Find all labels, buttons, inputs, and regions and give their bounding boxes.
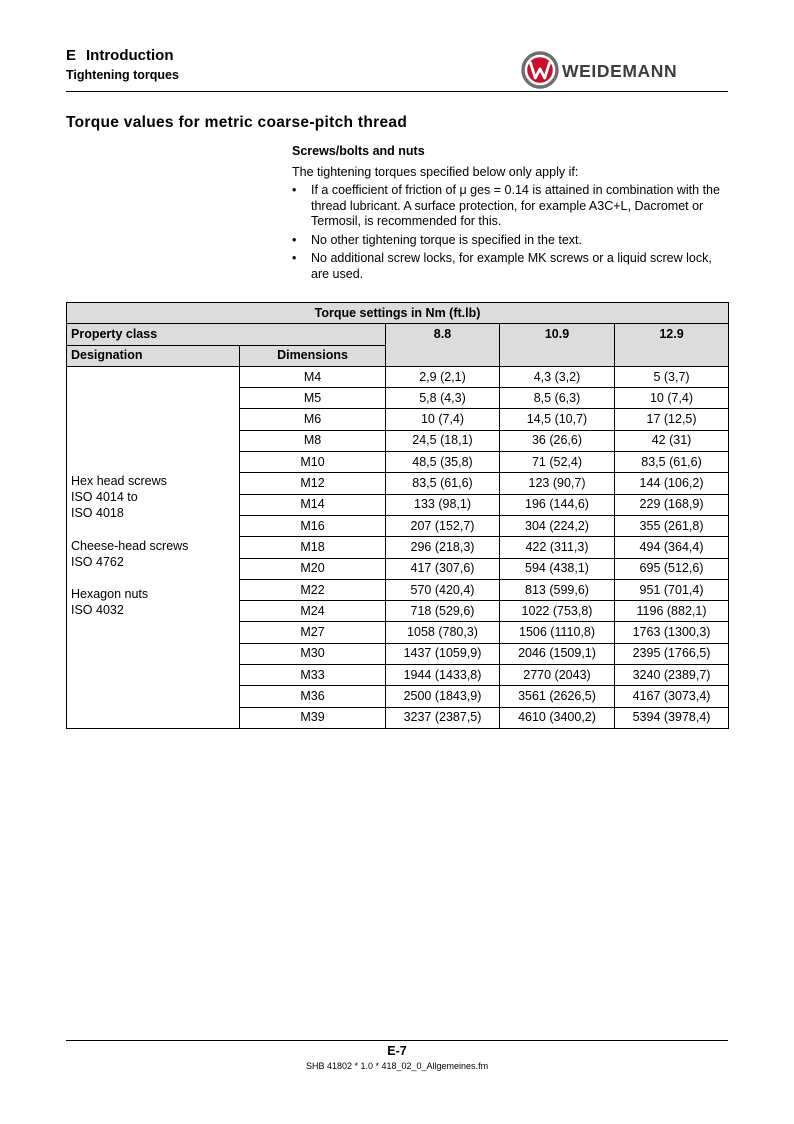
torque-value-cell: 133 (98,1)	[386, 494, 500, 515]
dimension-cell: M14	[240, 494, 386, 515]
designation-line: ISO 4762	[71, 554, 124, 569]
bullet-dot: •	[292, 183, 297, 197]
class-header-10-9: 10.9	[500, 324, 615, 367]
header-divider	[66, 91, 728, 92]
dimensions-header: Dimensions	[240, 345, 386, 366]
torque-value-cell: 2046 (1509,1)	[500, 643, 615, 664]
chapter-letter: E	[66, 47, 77, 64]
section-title: Torque values for metric coarse-pitch thread	[66, 114, 408, 131]
class-header-12-9: 12.9	[615, 324, 729, 367]
torque-value-cell: 3237 (2387,5)	[386, 707, 500, 728]
torque-value-cell: 48,5 (35,8)	[386, 452, 500, 473]
chapter-heading	[66, 47, 174, 64]
dimension-cell: M24	[240, 601, 386, 622]
table-row	[67, 366, 729, 387]
footer-divider	[66, 1040, 728, 1041]
torque-value-cell: 1022 (753,8)	[500, 601, 615, 622]
intro-lead: The tightening torques specified below only apply if:	[292, 164, 579, 179]
designation-header: Designation	[67, 345, 240, 366]
dimension-cell: M4	[240, 366, 386, 387]
torque-value-cell: 422 (311,3)	[500, 537, 615, 558]
class-header-8-8: 8.8	[386, 324, 500, 367]
torque-value-cell: 951 (701,4)	[615, 579, 729, 600]
torque-value-cell: 83,5 (61,6)	[386, 473, 500, 494]
torque-value-cell: 1944 (1433,8)	[386, 665, 500, 686]
torque-value-cell: 304 (224,2)	[500, 515, 615, 536]
dimension-cell: M36	[240, 686, 386, 707]
designation-spacer	[71, 522, 235, 538]
torque-value-cell: 4,3 (3,2)	[500, 366, 615, 387]
table-caption-row	[67, 303, 729, 324]
torque-value-cell: 10 (7,4)	[386, 409, 500, 430]
dimension-cell: M16	[240, 515, 386, 536]
torque-value-cell: 4610 (3400,2)	[500, 707, 615, 728]
condition-list	[292, 183, 732, 282]
dimension-cell: M39	[240, 707, 386, 728]
designation-line: Hex head screws	[71, 473, 167, 488]
torque-value-cell: 4167 (3073,4)	[615, 686, 729, 707]
torque-value-cell: 1506 (1110,8)	[500, 622, 615, 643]
torque-value-cell: 718 (529,6)	[386, 601, 500, 622]
torque-value-cell: 594 (438,1)	[500, 558, 615, 579]
chapter-subtitle: Tightening torques	[66, 68, 179, 82]
bullet-dot: •	[292, 232, 297, 247]
torque-value-cell: 10 (7,4)	[615, 388, 729, 409]
dimension-cell: M12	[240, 473, 386, 494]
designation-line: Hexagon nuts	[71, 586, 149, 601]
dimension-cell: M20	[240, 558, 386, 579]
torque-value-cell: 2,9 (2,1)	[386, 366, 500, 387]
torque-value-cell: 1437 (1059,9)	[386, 643, 500, 664]
torque-value-cell: 2770 (2043)	[500, 665, 615, 686]
torque-value-cell: 3561 (2626,5)	[500, 686, 615, 707]
torque-value-cell: 695 (512,6)	[615, 558, 729, 579]
torque-value-cell: 2500 (1843,9)	[386, 686, 500, 707]
torque-value-cell: 1196 (882,1)	[615, 601, 729, 622]
dimension-cell: M8	[240, 430, 386, 451]
bullet-dot: •	[292, 251, 297, 265]
brand-logo	[520, 50, 730, 90]
bullet-text: No other tightening torque is specified in the text.	[311, 232, 582, 247]
torque-value-cell: 196 (144,6)	[500, 494, 615, 515]
torque-value-cell: 1058 (780,3)	[386, 622, 500, 643]
torque-value-cell: 24,5 (18,1)	[386, 430, 500, 451]
logo-wordmark: WEIDEMANN	[562, 61, 678, 81]
list-item	[292, 233, 732, 249]
bullet-text: If a coefficient of friction of μ ges = 0.14 is attained in combination with the thread lubricant. A surface protection, for example A3C+L, Dacromet or Termosil, is recommended for this.	[311, 183, 720, 228]
torque-value-cell: 355 (261,8)	[615, 515, 729, 536]
torque-value-cell: 14,5 (10,7)	[500, 409, 615, 430]
dimension-cell: M5	[240, 388, 386, 409]
property-class-label: Property class	[67, 324, 386, 345]
list-item	[292, 183, 732, 230]
torque-value-cell: 17 (12,5)	[615, 409, 729, 430]
designation-line: ISO 4018	[71, 506, 124, 521]
dimension-cell: M27	[240, 622, 386, 643]
torque-table	[66, 302, 729, 729]
torque-value-cell: 36 (26,6)	[500, 430, 615, 451]
designation-line: ISO 4032	[71, 603, 124, 618]
weidemann-w-logo-icon	[520, 50, 560, 90]
dimension-cell: M30	[240, 643, 386, 664]
dimension-cell: M10	[240, 452, 386, 473]
torque-value-cell: 5 (3,7)	[615, 366, 729, 387]
intro-block	[292, 144, 732, 285]
document-id: SHB 41802 * 1.0 * 418_02_0_Allgemeines.fm	[305, 1061, 489, 1071]
torque-value-cell: 207 (152,7)	[386, 515, 500, 536]
designation-line: Cheese-head screws	[71, 538, 189, 553]
torque-value-cell: 5,8 (4,3)	[386, 388, 500, 409]
page-number: E-7	[387, 1044, 407, 1058]
list-item	[292, 251, 732, 282]
torque-value-cell: 417 (307,6)	[386, 558, 500, 579]
bullet-text: No additional screw locks, for example MK screws or a liquid screw lock, are used.	[311, 251, 712, 281]
torque-value-cell: 5394 (3978,4)	[615, 707, 729, 728]
designation-line: ISO 4014 to	[71, 490, 138, 505]
torque-value-cell: 296 (218,3)	[386, 537, 500, 558]
designation-spacer	[71, 570, 235, 586]
torque-value-cell: 8,5 (6,3)	[500, 388, 615, 409]
dimension-cell: M22	[240, 579, 386, 600]
torque-value-cell: 570 (420,4)	[386, 579, 500, 600]
torque-value-cell: 229 (168,9)	[615, 494, 729, 515]
intro-subheading: Screws/bolts and nuts	[292, 144, 425, 158]
dimension-cell: M6	[240, 409, 386, 430]
torque-value-cell: 144 (106,2)	[615, 473, 729, 494]
torque-value-cell: 71 (52,4)	[500, 452, 615, 473]
table-caption: Torque settings in Nm (ft.lb)	[67, 303, 729, 324]
designation-cell	[67, 366, 240, 728]
torque-value-cell: 813 (599,6)	[500, 579, 615, 600]
torque-value-cell: 3240 (2389,7)	[615, 665, 729, 686]
chapter-title: Introduction	[86, 47, 174, 64]
dimension-cell: M33	[240, 665, 386, 686]
property-class-row	[67, 324, 729, 345]
torque-value-cell: 1763 (1300,3)	[615, 622, 729, 643]
torque-value-cell: 494 (364,4)	[615, 537, 729, 558]
torque-value-cell: 42 (31)	[615, 430, 729, 451]
torque-value-cell: 2395 (1766,5)	[615, 643, 729, 664]
torque-value-cell: 123 (90,7)	[500, 473, 615, 494]
dimension-cell: M18	[240, 537, 386, 558]
torque-value-cell: 83,5 (61,6)	[615, 452, 729, 473]
